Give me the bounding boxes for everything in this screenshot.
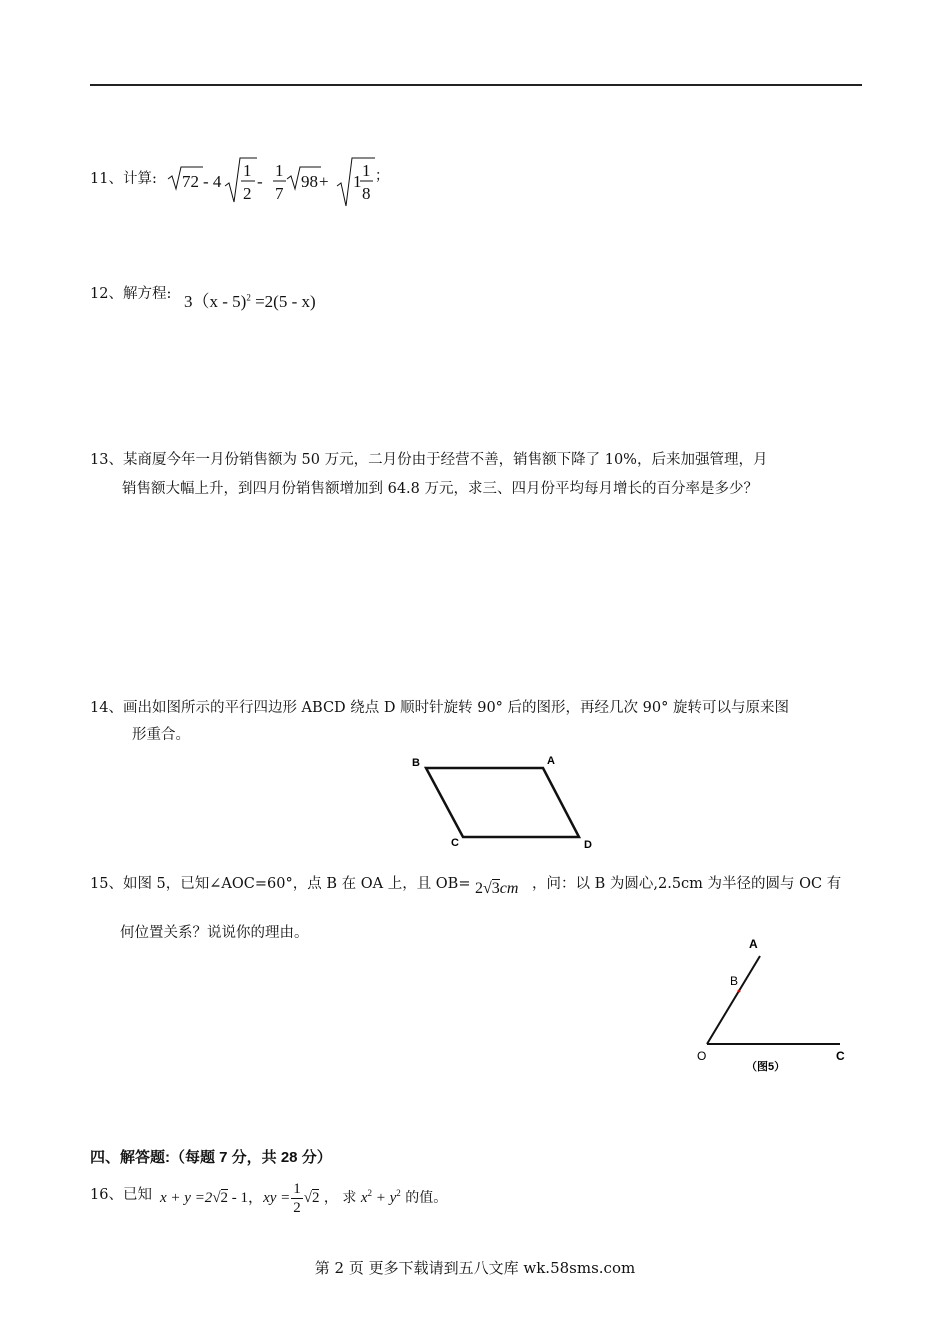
question-14-line1: 14、画出如图所示的平行四边形 ABCD 绕点 D 顺时针旋转 90° 后的图形，再经几次 90° 旋转可以与原来图	[90, 700, 789, 716]
target-y: + y	[372, 1189, 397, 1206]
question-13-line2: 销售额大幅上升，到四月份销售额增加到 64.8 万元，求三、四月份平均每月增长的百分率是多少？	[122, 481, 758, 497]
header-rule	[90, 84, 862, 86]
q12-equation	[184, 287, 316, 312]
semicolon: ；	[375, 169, 389, 184]
ray-oa	[707, 956, 760, 1044]
exponent: 2	[246, 292, 251, 303]
exponent: 2	[367, 1187, 373, 1198]
mixed-int: 1	[353, 172, 362, 191]
sqrt-sign	[225, 158, 257, 202]
radicand: 2	[220, 1189, 229, 1206]
point-b	[738, 990, 741, 993]
exponent: 2	[396, 1187, 401, 1198]
q15-text-b: ，问：以 B 为圆心,2.5cm 为半径的圆与 OC 有	[532, 876, 842, 892]
vertex-label-c: C	[451, 837, 459, 849]
eq-left: 3（x - 5)	[184, 292, 247, 311]
q16-label: 16、已知	[90, 1187, 152, 1203]
condition-1: x + y =2	[160, 1189, 213, 1206]
ob-unit: cm	[499, 880, 519, 897]
question-15-line1	[90, 873, 471, 895]
minus-four: - 4	[203, 172, 222, 191]
question-13-line1: 13、某商厦今年一月份销售额为 50 万元，二月份由于经营不善，销售额下降了 10%，后来加强管理，月	[90, 452, 768, 468]
frac-num: 1	[243, 161, 252, 180]
comma: ，	[248, 1189, 264, 1206]
q15-text-a: 15、如图 5，已知∠AOC=60°，点 B 在 OA 上，且 OB=	[90, 876, 471, 892]
page-footer: 第 2 页 更多下载请到五八文库 wk.58sms.com	[314, 1259, 636, 1277]
q11-label: 11、计算:	[90, 171, 157, 187]
point-label-a: A	[749, 937, 758, 951]
frac-den: 2	[243, 184, 252, 203]
minus: -	[257, 172, 263, 191]
point-label-o: O	[697, 1049, 707, 1063]
ob-length: 2√3cm	[475, 880, 519, 897]
fraction-half	[291, 1180, 303, 1217]
question-12	[90, 283, 171, 305]
question-11	[90, 168, 157, 190]
radicand: 2	[311, 1189, 320, 1206]
tail-text: 的值。	[400, 1189, 448, 1206]
question-15-line2: 何位置关系？说说你的理由。	[120, 925, 309, 941]
frac-den: 8	[362, 184, 371, 203]
frac-num: 1	[275, 161, 284, 180]
vertex-label-b: B	[412, 757, 420, 769]
frac-den: 7	[275, 184, 284, 203]
plus: +	[319, 172, 329, 191]
question-14-line2: 形重合。	[132, 727, 190, 743]
parallelogram-figure	[405, 750, 605, 855]
condition-2: xy =	[263, 1189, 291, 1206]
question-16	[90, 1184, 152, 1206]
frac-num: 1	[293, 1181, 301, 1197]
condition-1-tail: - 1	[228, 1189, 249, 1206]
ask-text: ， 求	[319, 1189, 361, 1206]
frac-num: 1	[362, 161, 371, 180]
ob-coef: 2	[475, 880, 483, 897]
ob-radicand: 3	[491, 880, 500, 897]
eq-right: =2(5 - x)	[250, 292, 316, 311]
vertex-label-d: D	[584, 839, 592, 851]
figure-caption: （图5）	[746, 1061, 786, 1073]
q16-condition: x + y =2√2 - 1，xy = $\frac{1}{2}$ √2 ， 求 $x^2 + y^2$ 的值。	[160, 1181, 448, 1216]
point-label-b: B	[730, 974, 739, 988]
radicand-98: 98	[301, 172, 318, 191]
section-4-title: 四、解答题:（每题 7 分，共 28 分）	[90, 1149, 332, 1166]
point-label-c: C	[836, 1049, 845, 1063]
angle-figure	[690, 932, 860, 1077]
parallelogram-abcd	[426, 768, 579, 837]
radicand-72: 72	[182, 172, 199, 191]
q11-expression	[165, 152, 390, 210]
target-x: x	[360, 1189, 368, 1206]
q12-label: 12、解方程:	[90, 286, 172, 302]
frac-den: 2	[293, 1200, 301, 1216]
vertex-label-a: A	[547, 755, 555, 767]
